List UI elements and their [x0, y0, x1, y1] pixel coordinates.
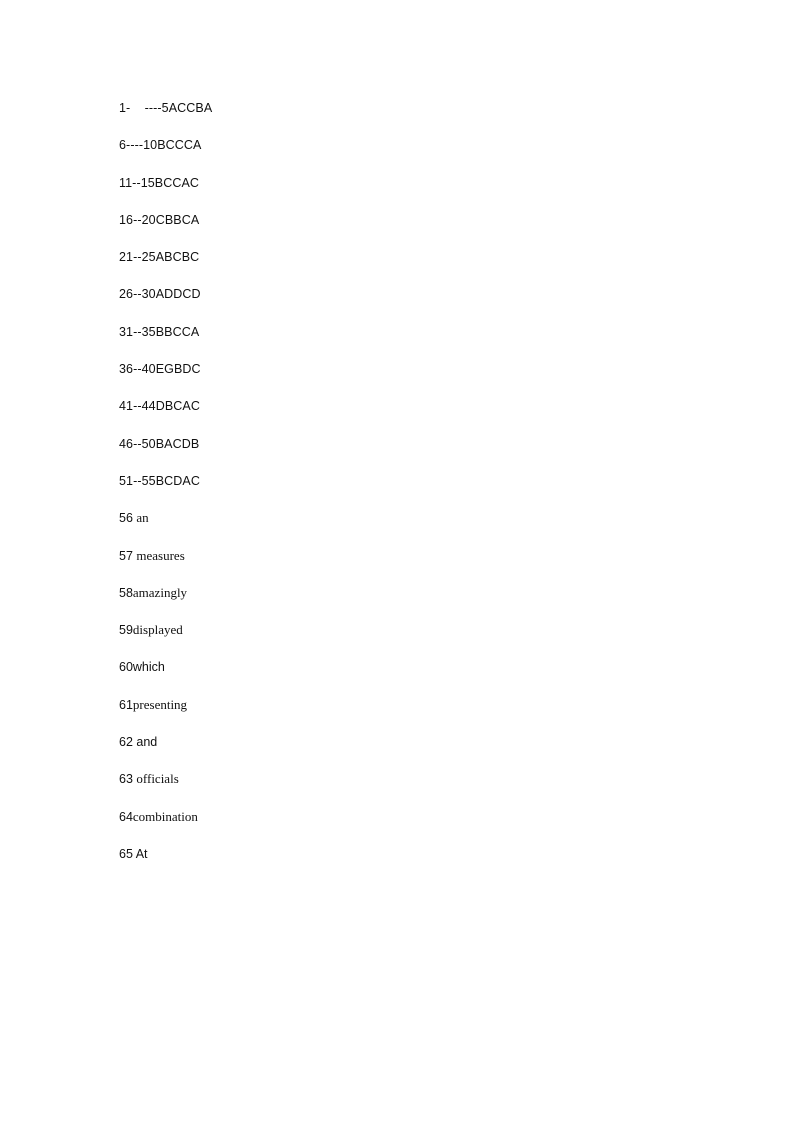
answer-line-58 — [119, 584, 212, 621]
answer-word: an — [136, 510, 149, 526]
answer-line-63 — [119, 770, 212, 807]
question-number: 65 — [119, 846, 136, 861]
answer-line-21-25: 21--25ABCBC — [119, 250, 200, 265]
answer-line-1-5: 1- ----5ACCBA — [119, 101, 213, 115]
answer-word: and — [136, 735, 158, 750]
answer-word: which — [132, 660, 165, 675]
answer-line-6-10: 6----10BCCCA — [119, 138, 202, 153]
answer-line-57 — [119, 547, 212, 584]
question-number: 61 — [119, 697, 133, 712]
answer-line-31-35: 31--35BBCCA — [119, 324, 200, 339]
answer-line-26-30: 26--30ADDCD — [119, 287, 201, 302]
answer-line-61 — [119, 696, 212, 733]
question-number: 57 — [119, 548, 137, 563]
question-number: 60 — [119, 660, 133, 675]
answer-word: officials — [136, 771, 179, 787]
answer-key-list — [119, 99, 212, 882]
question-number: 59 — [119, 623, 133, 638]
question-number: 62 — [119, 735, 137, 750]
answer-line-65 — [119, 845, 212, 882]
answer-word: displayed — [132, 622, 183, 638]
answer-line-41-44: 41--44DBCAC — [119, 399, 200, 414]
answer-word: At — [135, 846, 148, 861]
answer-line-51-55: 51--55BCDAC — [119, 473, 200, 488]
answer-line-46-50: 46--50BACDB — [119, 436, 200, 451]
answer-line-60 — [119, 658, 212, 695]
answer-word: measures — [136, 547, 185, 563]
answer-word: presenting — [132, 696, 188, 712]
answer-line-62 — [119, 733, 212, 770]
answer-line-64 — [119, 808, 212, 845]
answer-line-11-15: 11--15BCCAC — [119, 175, 200, 190]
question-number: 64 — [119, 809, 133, 824]
answer-line-59 — [119, 621, 212, 658]
answer-line-16-20: 16--20CBBCA — [119, 212, 200, 227]
answer-line-56 — [119, 509, 212, 546]
question-number: 58 — [119, 585, 133, 600]
answer-word: combination — [132, 808, 198, 824]
answer-line-36-40: 36--40EGBDC — [119, 362, 201, 377]
question-number: 56 — [119, 511, 137, 526]
answer-word: amazingly — [132, 584, 188, 600]
question-number: 63 — [119, 772, 137, 787]
